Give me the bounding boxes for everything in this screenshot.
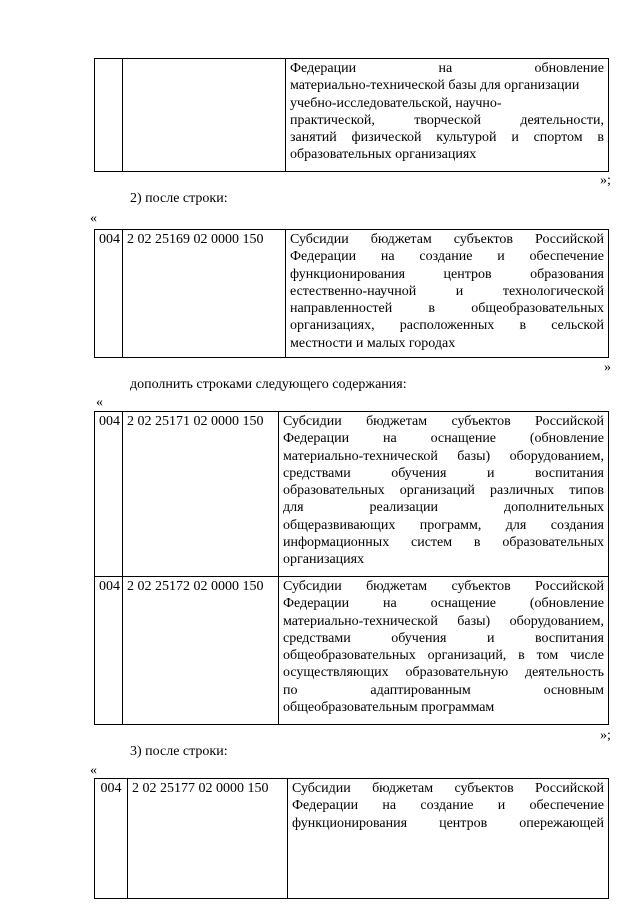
desc-line: средствами обучения и воспитания	[283, 630, 604, 646]
closing-quote: »	[604, 360, 611, 375]
table-continuation	[94, 58, 609, 172]
code-cell: 004	[95, 779, 128, 899]
desc-line: местности и малых городах	[290, 335, 456, 351]
closing-quote: »;	[600, 728, 611, 743]
item-heading: 2) после строки:	[130, 191, 228, 206]
desc-line: Субсидии бюджетам субъектов Российской	[283, 579, 604, 594]
kbk-cell: 2 02 25169 02 0000 150	[123, 230, 286, 358]
table-row	[95, 230, 609, 358]
kbk-cell: 2 02 25177 02 0000 150	[128, 779, 288, 899]
kbk-cell: 2 02 25171 02 0000 150	[123, 412, 279, 577]
code-cell: 004	[95, 412, 123, 577]
desc-line: функционирования центров образования	[290, 266, 604, 282]
desc-line: функционирования центров опережающей	[292, 815, 604, 831]
desc-line: материально-технической базы) оборудованием,	[283, 613, 604, 629]
desc-line: осуществляющих образовательную деятельность	[283, 665, 604, 681]
desc-line: естественно-научной и технологической	[290, 283, 604, 299]
desc-line: общеобразовательных организаций, в том числе	[283, 648, 604, 664]
desc-line: информационных систем в образовательных	[283, 535, 604, 551]
description-cell	[279, 577, 609, 725]
table-row	[95, 577, 609, 725]
desc-line: по адаптированным основным	[283, 682, 604, 698]
add-instruction: дополнить строками следующего содержания:	[130, 377, 407, 392]
table-original-row	[94, 778, 609, 899]
table-new-rows	[94, 411, 609, 725]
desc-line: общеобразовательным программам	[283, 700, 495, 716]
code-cell: 004	[95, 577, 123, 725]
kbk-cell: 2 02 25172 02 0000 150	[123, 577, 279, 725]
desc-line: Субсидии бюджетам субъектов Российской	[283, 414, 604, 429]
desc-line: организациях	[283, 552, 365, 568]
item-heading: 3) после строки:	[130, 744, 228, 759]
code-cell: 004	[95, 230, 123, 358]
desc-line: организациях, расположенных в сельской	[290, 318, 604, 334]
table-row	[95, 59, 609, 172]
desc-line: средствами обучения и воспитания	[283, 465, 604, 481]
description-cell	[286, 59, 609, 172]
desc-line: Федерации на оснащение (обновление	[283, 431, 604, 447]
desc-line: для реализации дополнительных	[283, 500, 604, 516]
opening-quote: «	[90, 763, 97, 778]
table-clip	[94, 778, 614, 905]
desc-line: учебно-исследовательской, научно-	[290, 95, 502, 111]
closing-quote: »;	[600, 173, 611, 188]
desc-line: Федерации на создание и обеспечение	[290, 249, 604, 265]
desc-line: материально-технической базы для организации	[290, 78, 580, 94]
code-cell	[95, 59, 123, 172]
desc-line: практической, творческой деятельности,	[290, 112, 604, 128]
desc-line: общеразвивающих программ, для создания	[283, 517, 604, 533]
description-cell	[286, 230, 609, 358]
desc-line: Федерации на оснащение (обновление	[283, 596, 604, 612]
opening-quote: «	[90, 211, 97, 226]
desc-line: занятий физической культурой и спортом в	[290, 130, 604, 146]
desc-line: материально-технической базы) оборудованием,	[283, 448, 604, 464]
desc-line: образовательных организаций различных типов	[283, 483, 604, 499]
desc-line: образовательных организациях	[290, 147, 477, 163]
description-cell	[279, 412, 609, 577]
desc-line: Федерации на обновление	[290, 61, 604, 76]
description-cell	[288, 779, 609, 899]
table-original-row	[94, 229, 609, 358]
desc-line: Субсидии бюджетам субъектов Российской	[290, 232, 604, 247]
table-row	[95, 412, 609, 577]
desc-line: Субсидии бюджетам субъектов Российской	[292, 781, 604, 796]
opening-quote: «	[96, 395, 103, 410]
desc-line: Федерации на создание и обеспечение	[292, 798, 604, 814]
kbk-cell	[123, 59, 286, 172]
table-row	[95, 779, 609, 899]
desc-line: направленностей в общеобразовательных	[290, 301, 604, 317]
